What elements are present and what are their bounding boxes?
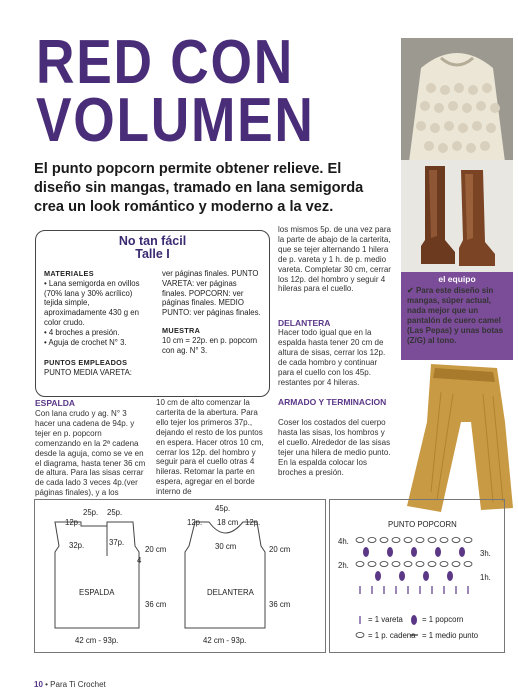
- delantera-label: DELANTERA: [207, 588, 254, 597]
- back-12p: 12p.: [65, 518, 81, 527]
- back-37p: 37p.: [109, 538, 125, 547]
- page-title: RED CON VOLUMEN: [36, 28, 315, 155]
- materiales-item: • Aguja de crochet N° 3.: [44, 337, 127, 347]
- back-32p: 32p.: [69, 541, 85, 550]
- legend-medio-punto: = 1 medio punto: [422, 631, 479, 640]
- equipo-text: ✔ Para este diseño sin mangas, súper actual, nada mejor que un pantalón de cuero camel (Las Pepas) y unas botas (Z/G) al tono.: [407, 286, 504, 345]
- sweater-photo: [401, 38, 513, 162]
- row-label-3h: 3h.: [480, 549, 491, 558]
- front-18cm: 18 cm: [217, 518, 239, 527]
- footer: 10 • Para Ti Crochet: [34, 680, 106, 689]
- box-col-right: ver páginas finales. PUNTO VARETA: ver páginas finales. POPCORN: ver páginas finales. MEDIO PUNTO: ver páginas finales. MUESTRA 10 cm = 22p. en p. popcorn con ag. N° 3.: [162, 269, 261, 355]
- legend-cadena: = 1 p. cadena: [368, 631, 416, 640]
- back-top-left: 25p.: [83, 508, 99, 517]
- back-36cm: 36 cm: [145, 600, 167, 609]
- front-20cm: 20 cm: [269, 545, 291, 554]
- row-label-2h: 2h.: [338, 561, 349, 570]
- subtitle: El punto popcorn permite obtener relieve. El diseño sin mangas, tramado en lana semigorda crea un look romántico y moderno a la vez.: [34, 161, 364, 215]
- front-45p: 45p.: [215, 504, 231, 513]
- front-12p-right: 12p.: [245, 518, 261, 527]
- equipo-title: el equipo: [438, 274, 476, 284]
- back-4: 4: [137, 556, 142, 565]
- boots-photo: [401, 160, 513, 272]
- front-36cm: 36 cm: [269, 600, 291, 609]
- popcorn-chart: [329, 499, 505, 653]
- delantera-text: Hacer todo igual que en la espalda hasta tener 20 cm de altura de sisas, cerrar los 12p. de cada hombro y continuar para el cuello con los 45p. restantes por 4 hileras.: [278, 328, 386, 387]
- materiales-item: • Lana semigorda en ovillos (70% lana y 30% acrílico) tejida simple, aproximadamente 430 g en color crudo.: [44, 278, 140, 327]
- equipo-box: [401, 272, 513, 360]
- col2-text: 10 cm de alto comenzar la carterita de la abertura. Para ello tejer los primeros 37p., dejando el resto de los puntos en espera. Hacer otros 10 cm, cerrar los 12p. del hombro y seguir para el cuello otras 4 hileras. Retomar la parte en espera, agregar en el borde interno de: [156, 398, 264, 497]
- espalda-text: Con lana crudo y ag. N° 3 hacer una cadena de 94p. y tejer en p. popcorn comenzando en la 2ª cadena desde la aguja, como se ve en el diagrama, hasta tener 36 cm de altura. Para las sisas cerrar de cada lado 3 veces 4p.(ver páginas finales), y a los: [35, 409, 146, 498]
- row-label-1h: 1h.: [480, 573, 491, 582]
- popcorn-title: PUNTO POPCORN: [388, 520, 457, 529]
- materiales-item: • 4 broches a presión.: [44, 327, 120, 337]
- pants-photo: [401, 362, 513, 512]
- box-col-left: MATERIALES • Lana semigorda en ovillos (70% lana y 30% acrílico) tejida simple, aproximadamente 430 g en color crudo. • 4 broches a presión. • Aguja de crochet N° 3. PUNTOS EMPLEADOS PUNTO MEDIA VARETA:: [44, 269, 148, 378]
- front-30cm: 30 cm: [215, 542, 237, 551]
- front-12p-left: 12p.: [187, 518, 203, 527]
- espalda-label: ESPALDA: [79, 588, 115, 597]
- box-heading: No tan fácil Talle I: [118, 234, 187, 261]
- legend-popcorn: = 1 popcorn: [422, 615, 464, 624]
- delantera-heading: DELANTERA: [278, 318, 331, 328]
- armado-text: Coser los costados del cuerpo hasta las sisas, los hombros y el cuello. Alrededor de las sisas tejer una hilera de medio punto. En la espalda colocar los broches a presión.: [278, 418, 391, 477]
- row-label-4h: 4h.: [338, 537, 349, 546]
- col3-text: los mismos 5p. de una vez para la parte de abajo de la carterita, que se tejer alternando 1 hilera de p. vareta y 1 h. de p. medio vareta. Completar 30 cm, cerrar los 12p. del hombro y seguir 4 hileras para el cuello.: [278, 225, 391, 294]
- back-20cm: 20 cm: [145, 545, 167, 554]
- front-bottom: 42 cm - 93p.: [203, 636, 247, 645]
- armado-heading: ARMADO Y TERMINACION: [278, 397, 387, 407]
- back-top-right: 25p.: [107, 508, 123, 517]
- espalda-heading: ESPALDA: [35, 398, 75, 408]
- pattern-diagrams: [34, 499, 326, 653]
- legend-vareta: = 1 vareta: [368, 615, 403, 624]
- info-box: [35, 230, 270, 397]
- back-bottom: 42 cm - 93p.: [75, 636, 119, 645]
